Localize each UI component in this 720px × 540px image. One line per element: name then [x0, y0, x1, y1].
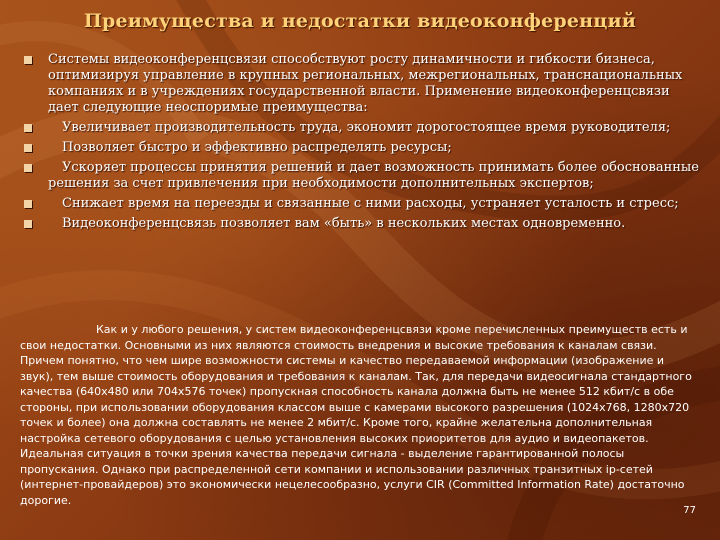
bullet-text: Видеоконференцсвязь позволяет вам «быть» в нескольких местах одновременно.	[62, 216, 626, 231]
bullet-item	[22, 120, 702, 136]
advantages-bullet-list	[22, 52, 702, 236]
page-number: 77	[683, 505, 696, 516]
bullet-item	[22, 196, 702, 212]
bullet-text: Снижает время на переезды и связанные с ними расходы, устраняет усталость и стресс;	[62, 196, 679, 211]
disadvantages-paragraph: Как и у любого решения, у систем видеоконференцсвязи кроме перечисленных преимуществ есть и свои недостатки. Основными из них являются стоимость внедрения и высокие требования к каналам связи. Причем понятно, что чем шире возможности системы и качество передаваемой информации (изображение и звук), тем выше стоимость оборудования и требования к каналам. Так, для передачи видеосигнала стандартного качества (640x480 или 704x576 точек) пропускная способность канала должна быть не менее 512 кбит/с в обе стороны, при использовании оборудования классом выше с камерами высокого разрешения (1024x768, 1280x720 точек и более) она должна составлять не менее 2 мбит/с. Кроме того, крайне желательна дополнительная настройка сетевого оборудования с целью установления высоких приоритетов для аудио и видеопакетов. Идеальная ситуация в точки зрения качества передачи сигнала - выделение гарантированной полосы пропускания. Однако при распределенной сети компании и использовании различных транзитных ip-сетей (интернет-провайдеров) это экономически нецелесообразно, услуги CIR (Committed Information Rate) достаточно дорогие.	[20, 323, 692, 507]
bullet-text: Увеличивает производительность труда, экономит дорогостоящее время руководителя;	[62, 120, 671, 135]
bullet-text: Системы видеоконференцсвязи способствуют росту динамичности и гибкости бизнеса, оптимизируя управление в крупных региональных, межрегиональных, транснациональных компаниях и в учреждениях государственной власти. Применение видеоконференцсвязи дает следующие неоспоримые преимущества:	[48, 52, 683, 115]
square-bullet-icon	[24, 220, 32, 228]
bullet-text: Позволяет быстро и эффективно распределять ресурсы;	[62, 140, 452, 155]
square-bullet-icon	[24, 56, 32, 64]
square-bullet-icon	[24, 164, 32, 172]
slide-title: Преимущества и недостатки видеоконференций	[83, 10, 637, 32]
square-bullet-icon	[24, 124, 32, 132]
bullet-item	[22, 160, 702, 192]
bullet-item	[22, 216, 702, 232]
square-bullet-icon	[24, 144, 32, 152]
bullet-item	[22, 52, 702, 116]
bullet-text: Ускоряет процессы принятия решений и дает возможность принимать более обоснованные решения за счет привлечения при необходимости дополнительных экспертов;	[48, 160, 699, 191]
bullet-item	[22, 140, 702, 156]
square-bullet-icon	[24, 200, 32, 208]
